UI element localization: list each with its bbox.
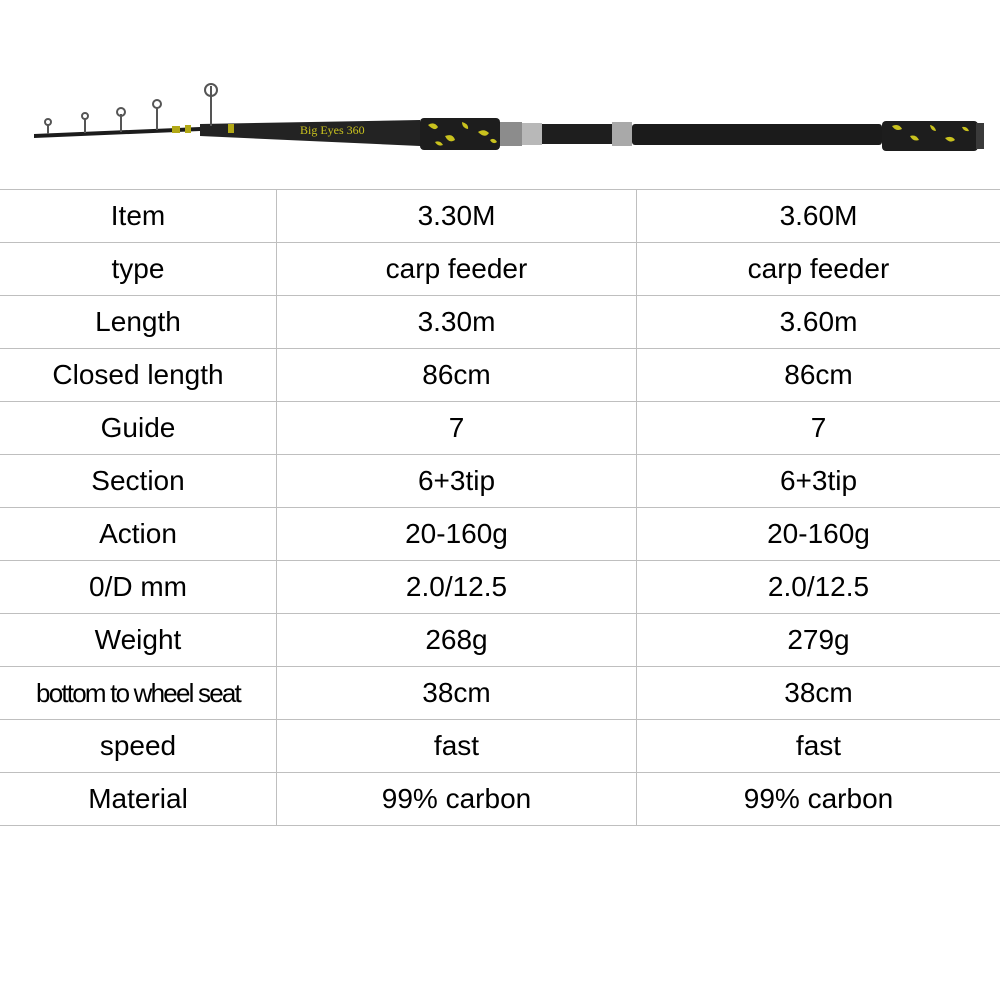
spec-value-cell: 6+3tip — [637, 455, 1000, 508]
spec-row — [0, 402, 1000, 455]
spec-label-cell: Action — [0, 508, 277, 561]
spec-table — [0, 189, 1000, 826]
spec-row — [0, 296, 1000, 349]
butt-ring — [612, 122, 632, 146]
spec-row — [0, 455, 1000, 508]
spec-value-cell: 20-160g — [277, 508, 637, 561]
fishing-rod-image — [0, 70, 1000, 170]
rod-guides — [45, 84, 217, 134]
spec-row — [0, 773, 1000, 826]
spec-label-cell: Section — [0, 455, 277, 508]
reel-seat-body — [522, 123, 542, 145]
spec-value-cell: 279g — [637, 614, 1000, 667]
spec-label-cell: 0/D mm — [0, 561, 277, 614]
rod-butt-section — [542, 124, 612, 144]
spec-label-cell: Material — [0, 773, 277, 826]
spec-value-cell: 3.30m — [277, 296, 637, 349]
spec-label-cell: speed — [0, 720, 277, 773]
spec-value-cell: 2.0/12.5 — [277, 561, 637, 614]
spec-value-cell: 38cm — [637, 667, 1000, 720]
spec-row — [0, 614, 1000, 667]
spec-header-cell: 3.60M — [637, 190, 1000, 243]
spec-value-cell: 7 — [637, 402, 1000, 455]
spec-row — [0, 243, 1000, 296]
spec-value-cell: 3.60m — [637, 296, 1000, 349]
spec-label-cell: Closed length — [0, 349, 277, 402]
spec-label-cell: Weight — [0, 614, 277, 667]
spec-label-cell: bottom to wheel seat — [0, 667, 277, 720]
butt-end-cap — [976, 123, 984, 149]
spec-row — [0, 720, 1000, 773]
spec-value-cell: 86cm — [637, 349, 1000, 402]
spec-row — [0, 508, 1000, 561]
rear-grip — [632, 124, 882, 145]
spec-row — [0, 349, 1000, 402]
spec-header-row — [0, 190, 1000, 243]
spec-value-cell: 20-160g — [637, 508, 1000, 561]
spec-value-cell: 86cm — [277, 349, 637, 402]
spec-value-cell: 6+3tip — [277, 455, 637, 508]
reel-seat-thread — [500, 122, 522, 146]
spec-row — [0, 561, 1000, 614]
spec-value-cell: 99% carbon — [277, 773, 637, 826]
spec-value-cell: 2.0/12.5 — [637, 561, 1000, 614]
spec-value-cell: fast — [277, 720, 637, 773]
spec-label-cell: type — [0, 243, 277, 296]
spec-label-cell: Length — [0, 296, 277, 349]
spec-value-cell: 268g — [277, 614, 637, 667]
spec-value-cell: carp feeder — [277, 243, 637, 296]
spec-value-cell: carp feeder — [637, 243, 1000, 296]
spec-header-cell: Item — [0, 190, 277, 243]
spec-value-cell: 38cm — [277, 667, 637, 720]
spec-value-cell: 99% carbon — [637, 773, 1000, 826]
spec-row — [0, 667, 1000, 720]
rod-print-text: Big Eyes 360 — [300, 123, 365, 137]
spec-value-cell: 7 — [277, 402, 637, 455]
spec-header-cell: 3.30M — [277, 190, 637, 243]
spec-value-cell: fast — [637, 720, 1000, 773]
spec-label-cell: Guide — [0, 402, 277, 455]
